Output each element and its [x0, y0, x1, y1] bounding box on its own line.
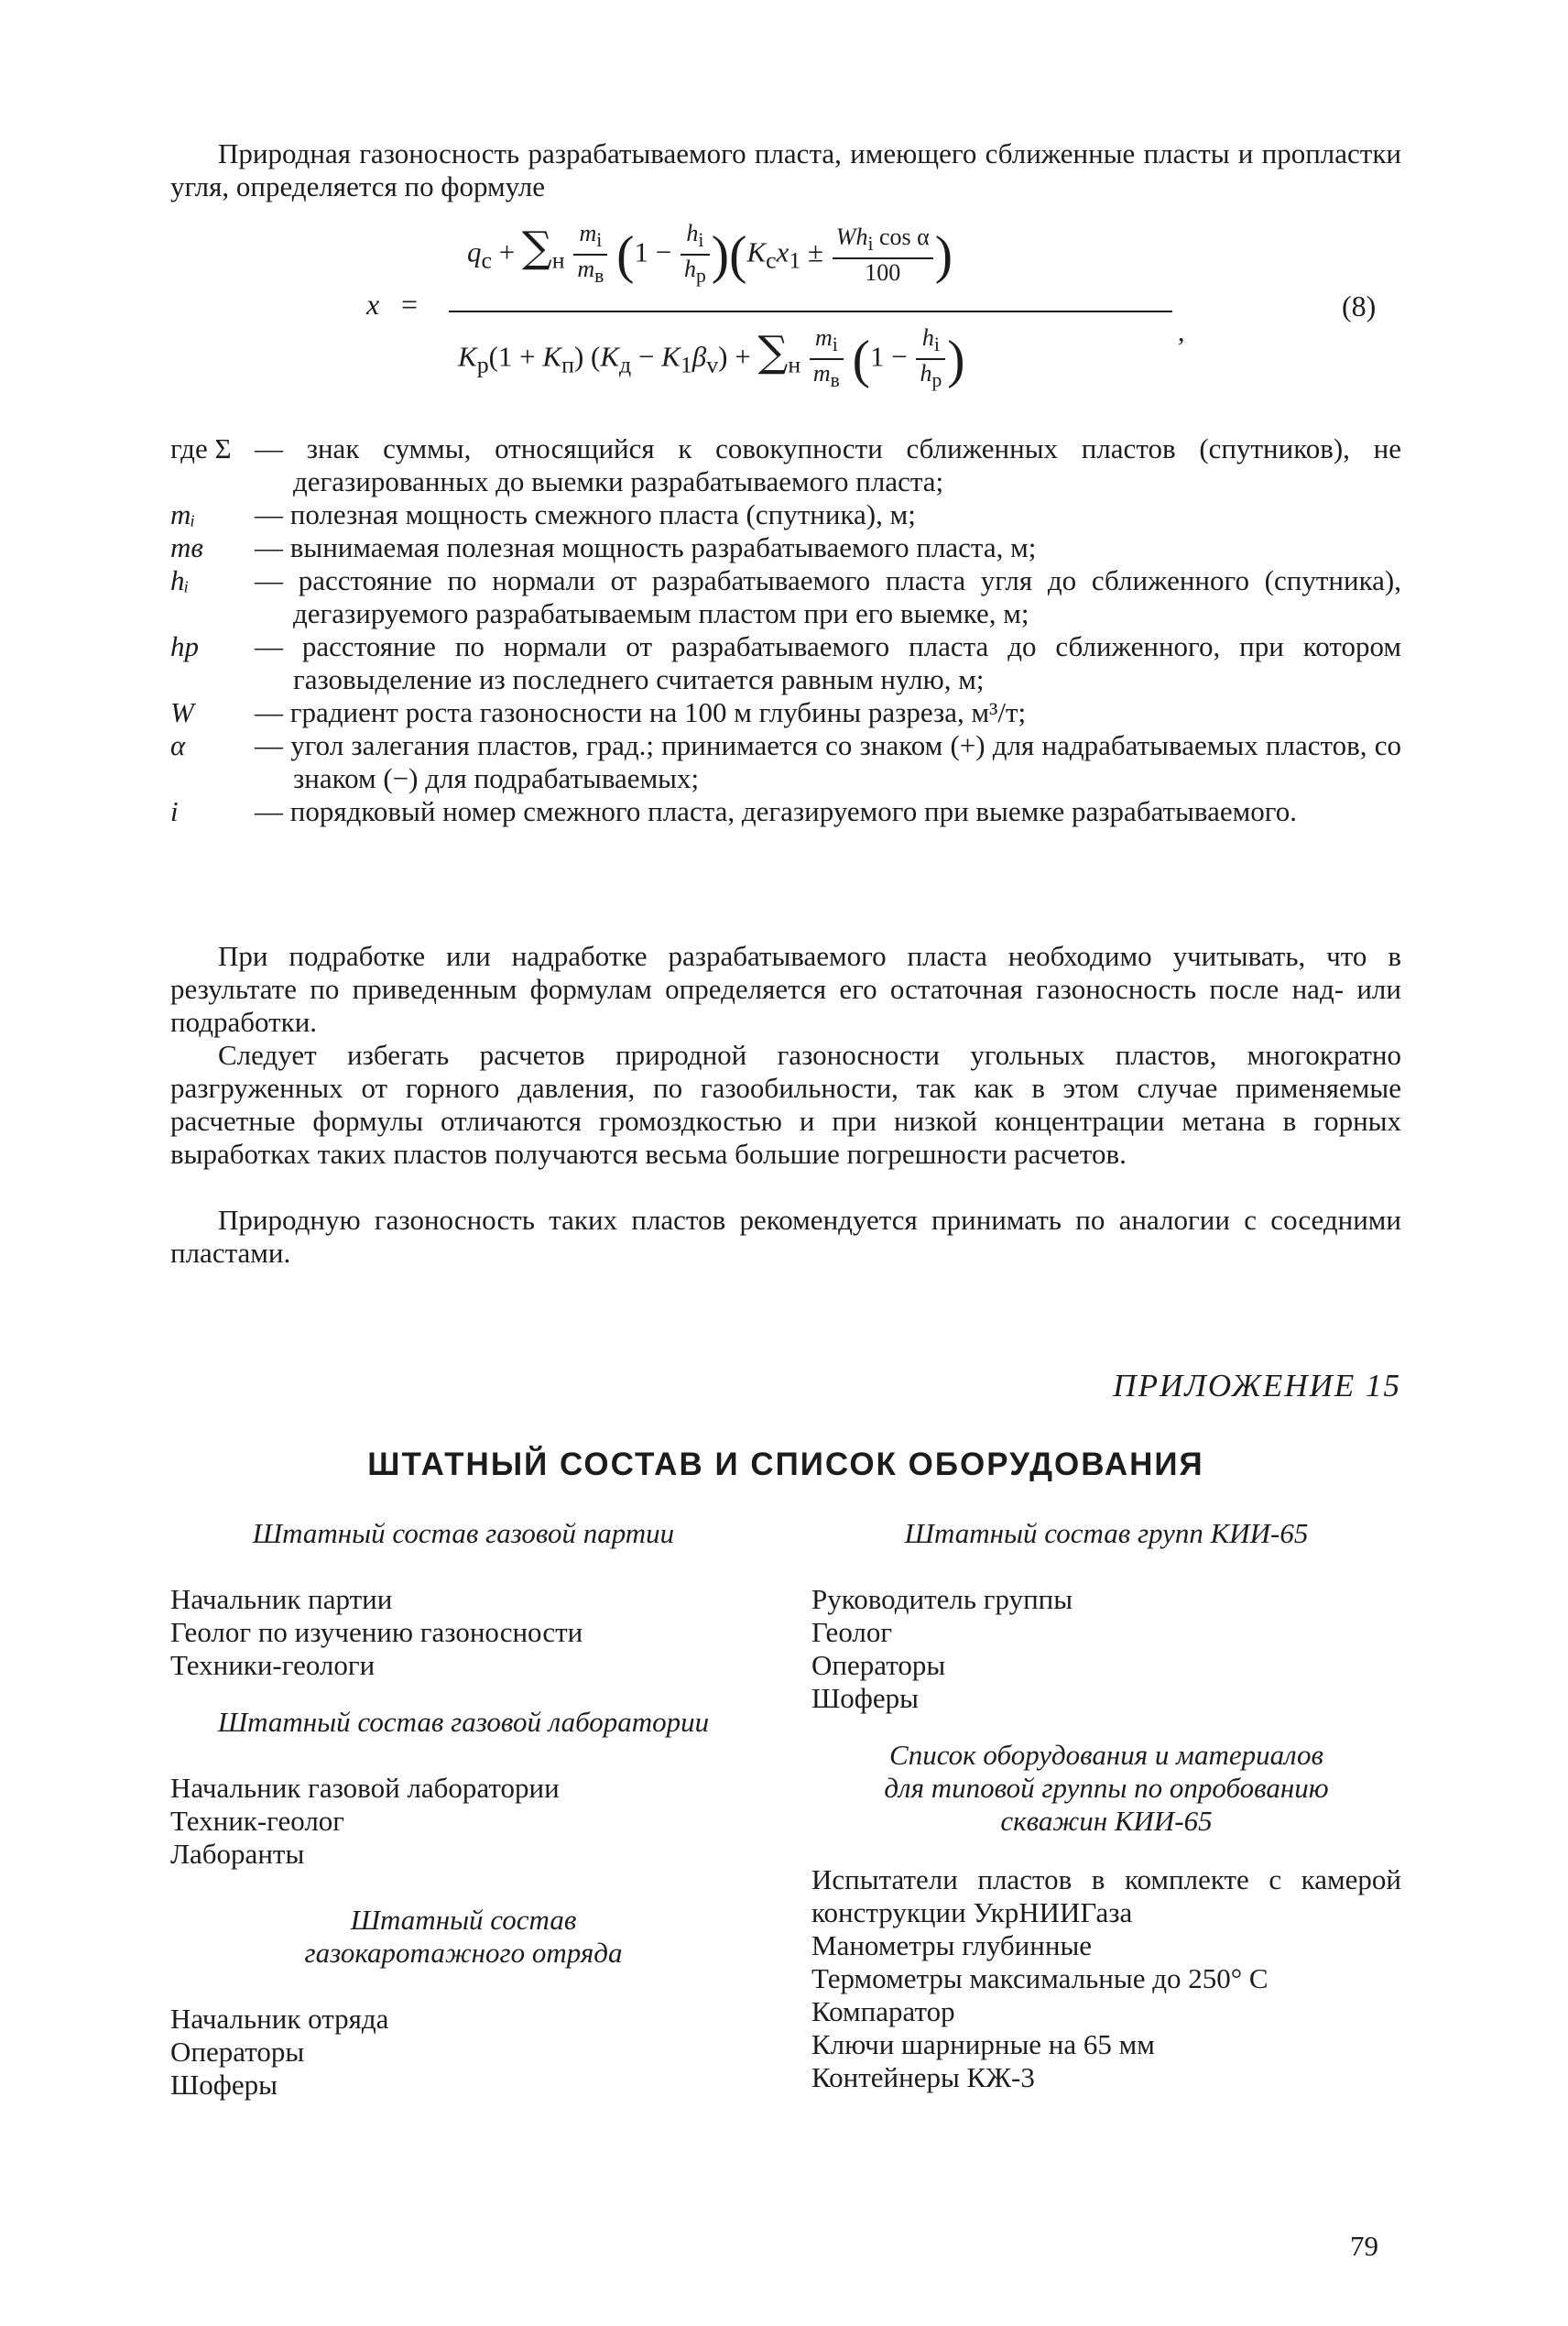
list-item: Начальник отряда	[170, 2003, 389, 2035]
kii-groups-list	[811, 1583, 1401, 1715]
list-item: Операторы	[811, 1649, 946, 1681]
definitions-list	[170, 432, 1401, 828]
hp-symbol-den: h	[920, 360, 932, 388]
plus-minus: ±	[808, 235, 824, 268]
intro-paragraph	[170, 137, 1401, 203]
definition-symbol: где Σ	[170, 432, 232, 464]
kn-symbol: K	[542, 340, 562, 373]
hp-sub-den: р	[931, 369, 942, 392]
kp-sub: р	[476, 351, 489, 378]
mv-sub-den: в	[830, 369, 840, 392]
definition-item	[170, 531, 1401, 564]
intro-text: Природная газоносность разрабатываемого пласта, имеющего сближенные пласты и пропластки угля, определяется по формуле	[170, 137, 1401, 202]
cos-alpha: cos α	[879, 223, 930, 250]
logging-heading-line: газокаротажного отряда	[304, 1937, 623, 1969]
definition-text: — полезная мощность смежного пласта (спутника), м;	[255, 498, 916, 530]
hi-sub-den: i	[933, 333, 940, 356]
mv-sub: в	[594, 265, 604, 288]
fraction-mi-mv-den	[810, 324, 844, 394]
list-item: Шоферы	[811, 1682, 919, 1714]
formula-comma: ,	[1178, 317, 1185, 347]
list-item: Операторы	[170, 2036, 305, 2068]
appendix-label: ПРИЛОЖЕНИЕ 15	[1113, 1368, 1401, 1403]
mv-symbol-den: m	[812, 360, 831, 388]
plus-sign: +	[498, 235, 516, 268]
equipment-list	[811, 1863, 1401, 2094]
formula-number: (8)	[1342, 289, 1377, 322]
hi-symbol-den: h	[921, 324, 934, 351]
logging-list	[170, 2003, 757, 2102]
list-item: Компаратор	[811, 1995, 955, 2027]
q-symbol: q	[467, 235, 482, 268]
x1-symbol: x	[776, 235, 789, 268]
k1-sub: 1	[680, 351, 692, 378]
formula-equals: =	[401, 288, 419, 321]
definition-symbol: W	[170, 696, 194, 728]
list-item: Геолог	[811, 1616, 893, 1648]
definition-item	[170, 432, 1401, 498]
list-item: Руководитель группы	[811, 1583, 1073, 1615]
list-item: Манометры глубинные	[811, 1929, 1093, 1961]
list-item: Начальник партии	[170, 1583, 393, 1615]
definition-symbol: α	[170, 729, 186, 761]
den-part2: ) (	[573, 340, 601, 373]
equipment-heading-line: Список оборудования и материалов	[889, 1739, 1323, 1771]
q-sub: с	[481, 246, 492, 274]
definition-item	[170, 564, 1401, 630]
equipment-heading-line: для типовой группы по опробованию	[884, 1772, 1329, 1804]
beta-sub: v	[706, 351, 719, 378]
definition-symbol: mв	[170, 531, 203, 563]
gas-party-heading: Штатный состав газовой партии	[252, 1517, 675, 1549]
kp-symbol: K	[458, 340, 477, 373]
fraction-hi-hp-den	[916, 324, 945, 394]
list-item: Начальник газовой лаборатории	[170, 1772, 560, 1804]
definition-text: — знак суммы, относящийся к совокупности сближенных пластов (спутников), не дегазированных до выемки разрабатываемого пласта;	[255, 432, 1401, 497]
section-title: ШТАТНЫЙ СОСТАВ И СПИСОК ОБОРУДОВАНИЯ	[367, 1447, 1204, 1482]
definition-symbol: i	[170, 795, 179, 827]
formula-numerator: $q_с + \sum_н$ $\frac{m_i}{m_в}$ (1 − $\frac{h_i}{h_р}$ )($K_сx_1$ ± $\frac{Wh_i \cos \alpha}{100}$ )	[467, 220, 1163, 289]
mi-symbol: m	[579, 220, 597, 246]
kn-sub: п	[561, 351, 574, 378]
formula-denominator: $K_р(1 + K_п) (K_д - K_1\beta_v) + \sum_н$ $\frac{m_i}{m_в}$ (1 − $\frac{h_i}{h_р}$ )	[458, 324, 1172, 394]
mi-sub-den: i	[832, 333, 838, 356]
mv-symbol: m	[577, 256, 595, 283]
formula-lhs: x	[366, 288, 380, 321]
paragraph-text: При подработке или надработке разрабатываемого пласта необходимо учитывать, что в результате по приведенным формулам определяется его остаточная газоносность после над- или подработки.	[170, 940, 1401, 1038]
den-minus: −	[631, 340, 662, 373]
kd-symbol: K	[600, 340, 620, 373]
fraction-bar	[449, 311, 1172, 312]
list-item: Термометры максимальные до 250° С	[811, 1962, 1269, 1994]
definition-text: — порядковый номер смежного пласта, дегазируемого при выемке разрабатываемого.	[255, 795, 1297, 827]
definition-symbol: hр	[170, 630, 199, 662]
fraction-hi-hp	[681, 220, 710, 289]
gas-lab-heading: Штатный состав газовой лаборатории	[217, 1706, 710, 1738]
definition-item	[170, 498, 1401, 531]
list-item: Техники-геологи	[170, 1649, 376, 1681]
page-number: 79	[1350, 2230, 1378, 2262]
definition-item	[170, 630, 1401, 696]
hi-symbol: h	[686, 220, 699, 246]
sum-sub-den: н	[788, 351, 801, 378]
beta-symbol: β	[691, 340, 707, 373]
list-item: Лаборанты	[170, 1838, 305, 1870]
list-item: Контейнеры КЖ-3	[811, 2061, 1035, 2093]
gas-lab-list	[170, 1772, 757, 1871]
paragraph	[170, 1039, 1401, 1171]
hp-sub: р	[695, 265, 706, 288]
definition-text: — угол залегания пластов, град.; принимается со знаком (+) для надрабатываемых пластов, со знаком (−) для подрабатываемых;	[255, 729, 1401, 794]
paragraph-text: Природную газоносность таких пластов рекомендуется принимать по аналогии с соседними пластами.	[170, 1204, 1401, 1269]
definition-text: — расстояние по нормали от разрабатываемого пласта до сближенного, при котором газовыделение из последнего считается равным нулю, м;	[255, 630, 1401, 695]
sum-symbol-den: ∑	[757, 326, 789, 377]
left-column	[170, 1517, 757, 2102]
whi-sub: i	[867, 232, 874, 255]
fraction-mi-mv	[573, 220, 607, 289]
den-part1: (1 +	[488, 340, 543, 373]
fraction-whi-cos	[833, 224, 933, 287]
list-item: Техник-геолог	[170, 1805, 345, 1837]
paragraph	[170, 1204, 1401, 1270]
whi-symbol: Wh	[835, 223, 868, 250]
right-column	[811, 1517, 1401, 2094]
sum-sub: н	[551, 246, 565, 274]
logging-heading-line: Штатный состав	[350, 1904, 577, 1936]
equipment-heading	[811, 1739, 1401, 1838]
definition-item	[170, 729, 1401, 795]
gas-party-list	[170, 1583, 757, 1682]
definition-item	[170, 696, 1401, 729]
hi-sub: i	[698, 229, 704, 252]
logging-heading	[170, 1904, 757, 1970]
equipment-heading-line: скважин КИИ-65	[1000, 1805, 1213, 1837]
one-minus: 1 −	[634, 235, 672, 268]
definition-symbol: hᵢ	[170, 564, 190, 596]
definition-text: — градиент роста газоносности на 100 м глубины разреза, м³/т;	[255, 696, 1027, 728]
definition-text: — расстояние по нормали от разрабатываемого пласта угля до сближенного (спутника), дегазируемого разрабатываемым пластом при его выемке, м;	[255, 564, 1401, 629]
list-item: Испытатели пластов в комплекте с камерой конструкции УкрНИИГаза	[811, 1863, 1401, 1928]
x1-sub: 1	[789, 246, 801, 274]
paragraph	[170, 940, 1401, 1039]
one-minus-den: 1 −	[869, 340, 908, 373]
definition-item	[170, 795, 1401, 828]
paragraph-text: Следует избегать расчетов природной газоносности угольных пластов, многократно разгруженных от горного давления, по газообильности, так как в этом случае применяемые расчетные формулы отличаются громоздкостью и при низкой концентрации метана в горных выработках таких пластов получаются весьма большие погрешности расчетов.	[170, 1039, 1401, 1170]
kc-sub: с	[766, 246, 777, 274]
kii-groups-heading: Штатный состав групп КИИ-65	[904, 1517, 1309, 1549]
hp-symbol: h	[683, 256, 696, 283]
list-item: Ключи шарнирные на 65 мм	[811, 2028, 1155, 2060]
mi-symbol-den: m	[814, 324, 833, 351]
list-item: Шоферы	[170, 2069, 278, 2101]
definition-symbol: mᵢ	[170, 498, 196, 530]
kc-symbol: K	[746, 235, 767, 268]
definition-text: — вынимаемая полезная мощность разрабатываемого пласта, м;	[255, 531, 1037, 563]
formula-8	[366, 207, 1377, 427]
mi-sub: i	[596, 229, 603, 252]
k1-symbol: K	[661, 340, 681, 373]
list-item: Геолог по изучению газоносности	[170, 1616, 583, 1648]
den-part3: ) +	[718, 340, 751, 373]
kd-sub: д	[619, 351, 632, 378]
hundred: 100	[865, 258, 901, 286]
sum-symbol: ∑	[521, 222, 552, 272]
